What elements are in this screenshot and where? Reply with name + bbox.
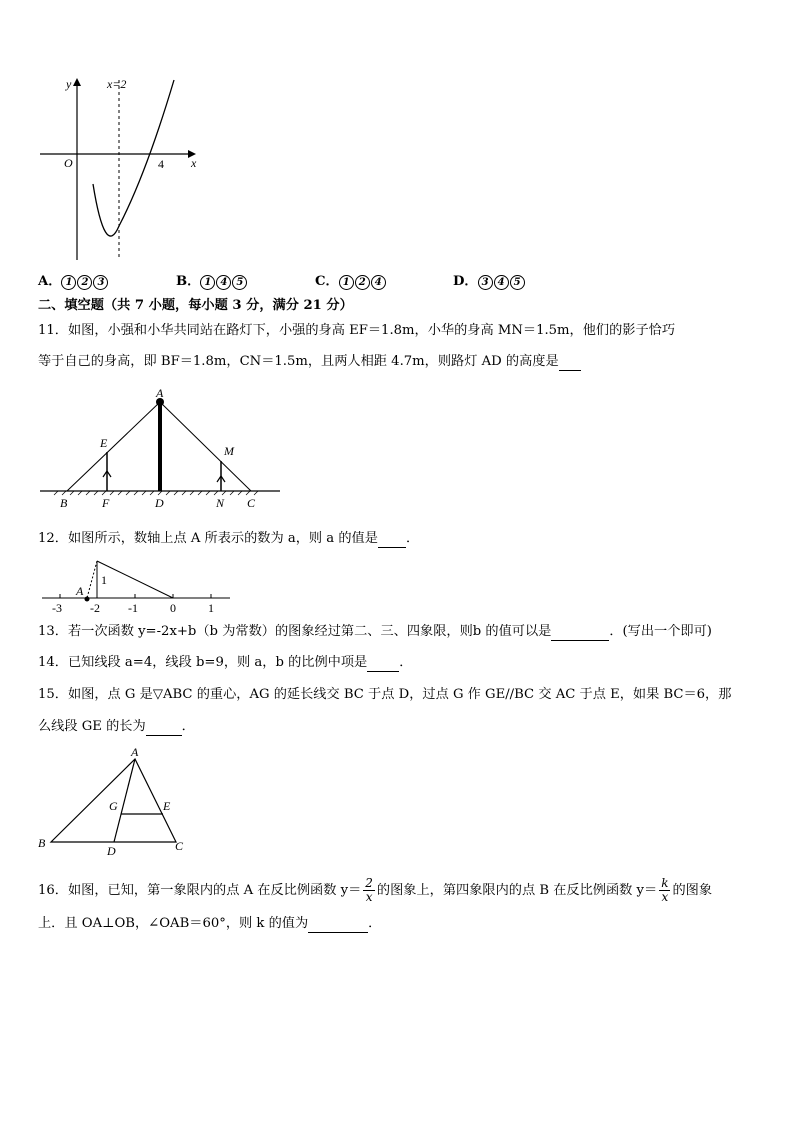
q11-line2: 等于自己的身高，即 BF＝1.8m，CN＝1.5m，且两人相距 4.7m，则路灯 AD 的高度是: [38, 353, 581, 371]
q11-line1: 11．如图，小强和小华共同站在路灯下，小强的身高 EF＝1.8m，小华的身高 MN＝1.5m，他们的影子恰巧: [38, 323, 676, 338]
label-c: C: [247, 496, 256, 510]
label-e: E: [100, 436, 108, 450]
label-e: E: [163, 799, 171, 813]
label-f: F: [102, 496, 110, 510]
fraction-k-over-x: $\frac{k}{x}$: [661, 876, 669, 904]
label-m: M: [224, 444, 234, 458]
tick-neg1: -1: [128, 601, 138, 614]
fraction-2-over-x: $\frac{2}{x}$: [365, 876, 373, 904]
tick-neg2: -2: [90, 601, 100, 614]
q13-blank: [551, 626, 609, 641]
q14-blank: [367, 657, 399, 672]
label-d: D: [107, 844, 116, 858]
label-d: D: [155, 496, 164, 510]
label-a: A: [131, 745, 139, 759]
q12-blank: [378, 533, 406, 548]
q16-line2: 上．且 OA⊥OB，∠OAB＝60°，则 k 的值为 ．: [38, 916, 382, 931]
label-b: B: [38, 836, 46, 850]
parabola-graph: [36, 74, 201, 264]
root-label: 4: [158, 157, 164, 171]
section-header: 二、填空题（共 7 小题，每小题 3 分，满分 21 分）: [38, 298, 353, 313]
q12-text: 12．如图所示，数轴上点 A 所表示的数为 a，则 a 的值是 ．: [38, 531, 420, 546]
option-c: C． 1 2 4: [315, 270, 387, 290]
q16-line1: 16．如图，已知，第一象限内的点 A 在反比例函数 y＝ $\frac{2}{x}$ 的图象上，第四象限内的点 B 在反比例函数 y＝ $\frac{k}{x}$ 的图象: [38, 876, 713, 904]
q15-blank: [146, 721, 182, 736]
tick-1: 1: [208, 601, 214, 614]
option-a: A． 1 2 3: [38, 270, 109, 290]
q15-line2: 么线段 GE 的长为 ．: [38, 719, 195, 734]
tick-neg3: -3: [52, 601, 62, 614]
point-a-label: A: [76, 584, 84, 598]
q13-text: 13．若一次函数 y=-2x+b（b 为常数）的图象经过第二、三、四象限，则b 的值可以是 ．(写出一个即可): [38, 624, 712, 639]
label-b: B: [60, 496, 68, 510]
symmetry-axis-label: x=2: [107, 77, 127, 91]
option-b: B． 1 4 5: [176, 270, 248, 290]
q15-line1: 15．如图，点 G 是▽ABC 的重心，AG 的延长线交 BC 于点 D，过点 G 作 GE//BC 交 AC 于点 E，如果 BC＝6，那: [38, 687, 732, 702]
q14-text: 14．已知线段 a=4，线段 b=9，则 a，b 的比例中项是 ．: [38, 655, 413, 670]
label-g: G: [109, 799, 118, 813]
tick-0: 0: [170, 601, 176, 614]
q11-blank: [559, 356, 581, 371]
q15-triangle-figure: [36, 745, 196, 860]
origin-label: O: [64, 156, 73, 170]
height-label: 1: [101, 573, 107, 587]
x-axis-label: x: [191, 156, 197, 170]
option-d: D． 3 4 5: [453, 270, 526, 290]
y-axis-label: y: [66, 77, 72, 91]
q12-number-line: [38, 556, 233, 614]
label-c: C: [175, 839, 184, 853]
label-n: N: [216, 496, 225, 510]
label-a: A: [156, 386, 164, 400]
q16-blank: [308, 918, 368, 933]
q11-streetlamp-figure: [38, 385, 283, 510]
